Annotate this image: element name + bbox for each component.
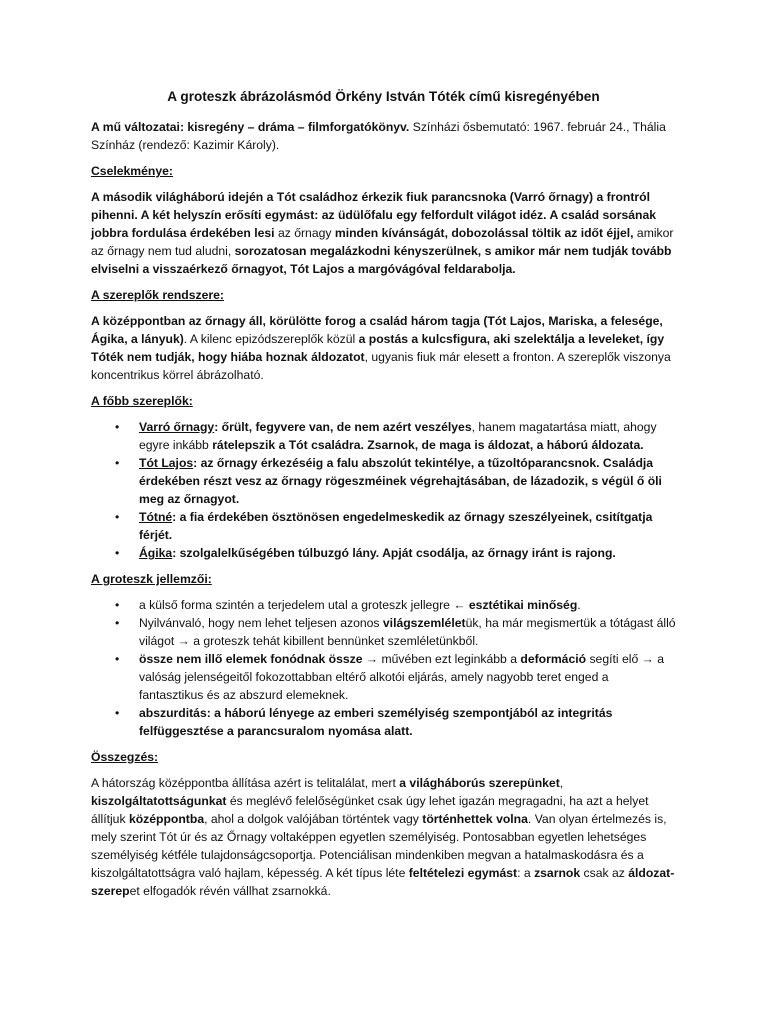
list-item [91,596,676,614]
bullet-icon: • [115,598,120,612]
text-run: Tótné [139,510,173,524]
section-heading: Összegzés: [91,750,159,764]
text-run: : az őrnagy érkezéséig a falu abszolút tekintélye, a tűzoltóparancsnok. Családja érdekében részt vesz az őrnagy rögeszméinek végrehajtásában, de lázadozik, s végül ő öli meg az őrnagyot. [139,456,662,506]
text-run: a postás a kulcsfigura, aki szelektálja a leveleket, így Tóték nem tudják, hogy hiába hoznak áldozatot [91,332,665,364]
text-run: deformáció [520,652,587,666]
text-run: , ugyanis fiuk már elesett a fronton. A szereplők viszonya koncentrikus körrel ábrázolható. [91,350,671,382]
bullet-icon: • [115,652,120,666]
text-run: abszurditás: a háború lényege az emberi személyiség szempontjából az integritás felfüggesztése a parancsuralom nyomása alatt. [139,706,613,738]
list-item [91,544,676,562]
text-run: feltételezi egymást [408,866,518,880]
text-run: Varró őrnagy [139,420,215,434]
text-run: össze nem illő elemek fonódnak össze [139,652,363,666]
document-title: A groteszk ábrázolásmód Örkény István Tóték című kisregényében [167,89,600,104]
bullet-icon: • [115,456,120,470]
bullet-icon: • [115,546,120,560]
text-run: , hanem magatartása miatt, ahogy egyre inkább [139,420,657,452]
text-run: amikor az őrnagy nem tud aludni, [91,226,674,258]
text-run: Ágika [139,546,173,560]
text-run: sorozatosan megalázkodni kényszerülnek, s amikor már nem tudják tovább elviselni a visszaérkező őrnagyot, Tót Lajos a margóvágóval feldarabolja. [91,244,672,276]
text-run: a világháborús szerepünket [399,776,560,790]
bullet-icon: • [115,420,120,434]
text-run: rátelepszik a Tót családra. Zsarnok, de maga is áldozat, a háború áldozata. [212,438,644,452]
text-run: csak az [580,866,629,880]
text-run: . Van olyan értelmezés is, mely szerint Tót úr és az Őrnagy voltaképpen egyetlen személyiség. Pontosabban egyetlen lehetséges személyiség kétféle tulajdonságcsoportja. Potenciálisan mindenkiben megvan a hatalmaskodásra és a kiszolgáltatottságra való hajlam, képesség. A két típus léte [91,812,667,880]
text-run: A mű változatai: kisregény – dráma – filmforgatókönyv. [91,120,410,134]
text-run: A hátország középpontba állítása azért is telitalálat, mert [91,776,400,790]
section-paragraph [91,312,676,384]
text-run: : a fia érdekében ösztönösen engedelmeskedik az őrnagy szeszélyeinek, csitítgatja férjét. [139,510,653,542]
text-run: : őrült, fegyvere van, de nem azért veszélyes [214,420,472,434]
section-heading: A szereplők rendszere: [91,288,224,302]
list-item [91,650,676,704]
text-run: minden kívánságát, dobozolással töltik az időt éjjel, [334,226,634,240]
text-run: esztétikai minőség [468,598,578,612]
text-run: → művében ezt leginkább a [362,652,521,666]
text-run: Színházi ősbemutató: 1967. február 24., Thália Színház (rendező: Kazimir Károly). [91,120,666,152]
text-run: segíti elő → a valóság jelenségeitől fokozottabban eltérő alkotói eljárás, amely nagyobb teret enged a fantasztikus és az abszurd elemeknek. [139,652,664,702]
text-run: az őrnagy [274,226,335,240]
text-run: kiszolgáltatottságunkat [91,794,227,808]
text-run: és meglévő felelőségünket csak úgy lehet igazán megragadni, ha azt a helyet állítjuk [91,794,649,826]
text-run: A középpontban az őrnagy áll, körülötte forog a család három tagja (Tót Lajos, Mariska, a felesége, Ágika, a lányuk) [91,314,663,346]
list-item [91,614,676,650]
section-heading: A groteszk jellemzői: [91,572,212,586]
text-run: Nyilvánvaló, hogy nem lehet teljesen azonos [139,616,383,630]
document-sections [91,162,676,900]
text-run: , ahol a dolgok valójában történtek vagy [204,812,423,826]
text-run: . [577,598,581,612]
section-heading: Cselekménye: [91,164,173,178]
text-run: zsarnok [534,866,581,880]
section-paragraph [91,188,676,278]
text-run: középpontba [128,812,205,826]
text-run: világszemlélet [382,616,466,630]
text-run: A második világháború idején a Tót családhoz érkezik fiuk parancsnoka (Varró őrnagy) a frontról pihenni. A két helyszín erősíti egymást: az üdülőfalu egy felfordult világot idéz. A család sorsának jobbra fordulása érdekében lesi [91,190,657,240]
text-run: Tót Lajos [139,456,194,470]
bullet-list [91,418,676,562]
list-item [91,454,676,508]
text-run: : a [517,866,535,880]
bullet-icon: • [115,616,120,630]
text-run: , [559,776,564,790]
bullet-icon: • [115,706,120,720]
list-item [91,704,676,740]
text-run: áldozat-szerep [91,866,675,898]
text-run: : szolgalelkűségében túlbuzgó lány. Apját csodálja, az őrnagy iránt is rajong. [172,546,616,560]
section-paragraph [91,774,676,900]
section-heading: A főbb szereplők: [91,394,193,408]
text-run: a külső forma szintén a terjedelem utal a groteszk jellegre ← [139,598,469,612]
bullet-icon: • [115,510,120,524]
bullet-list [91,596,676,740]
text-run: ük, ha már megismertük a tótágast álló világot → a groteszk tehát kibillent bennünket szemléletünkből. [139,616,676,648]
text-run: . A kilenc epizódszereplők közül [183,332,359,346]
list-item [91,418,676,454]
list-item [91,508,676,544]
text-run: történhettek volna [422,812,528,826]
text-run: et elfogadók révén vállhat zsarnokká. [129,884,331,898]
intro-paragraph [91,118,676,154]
